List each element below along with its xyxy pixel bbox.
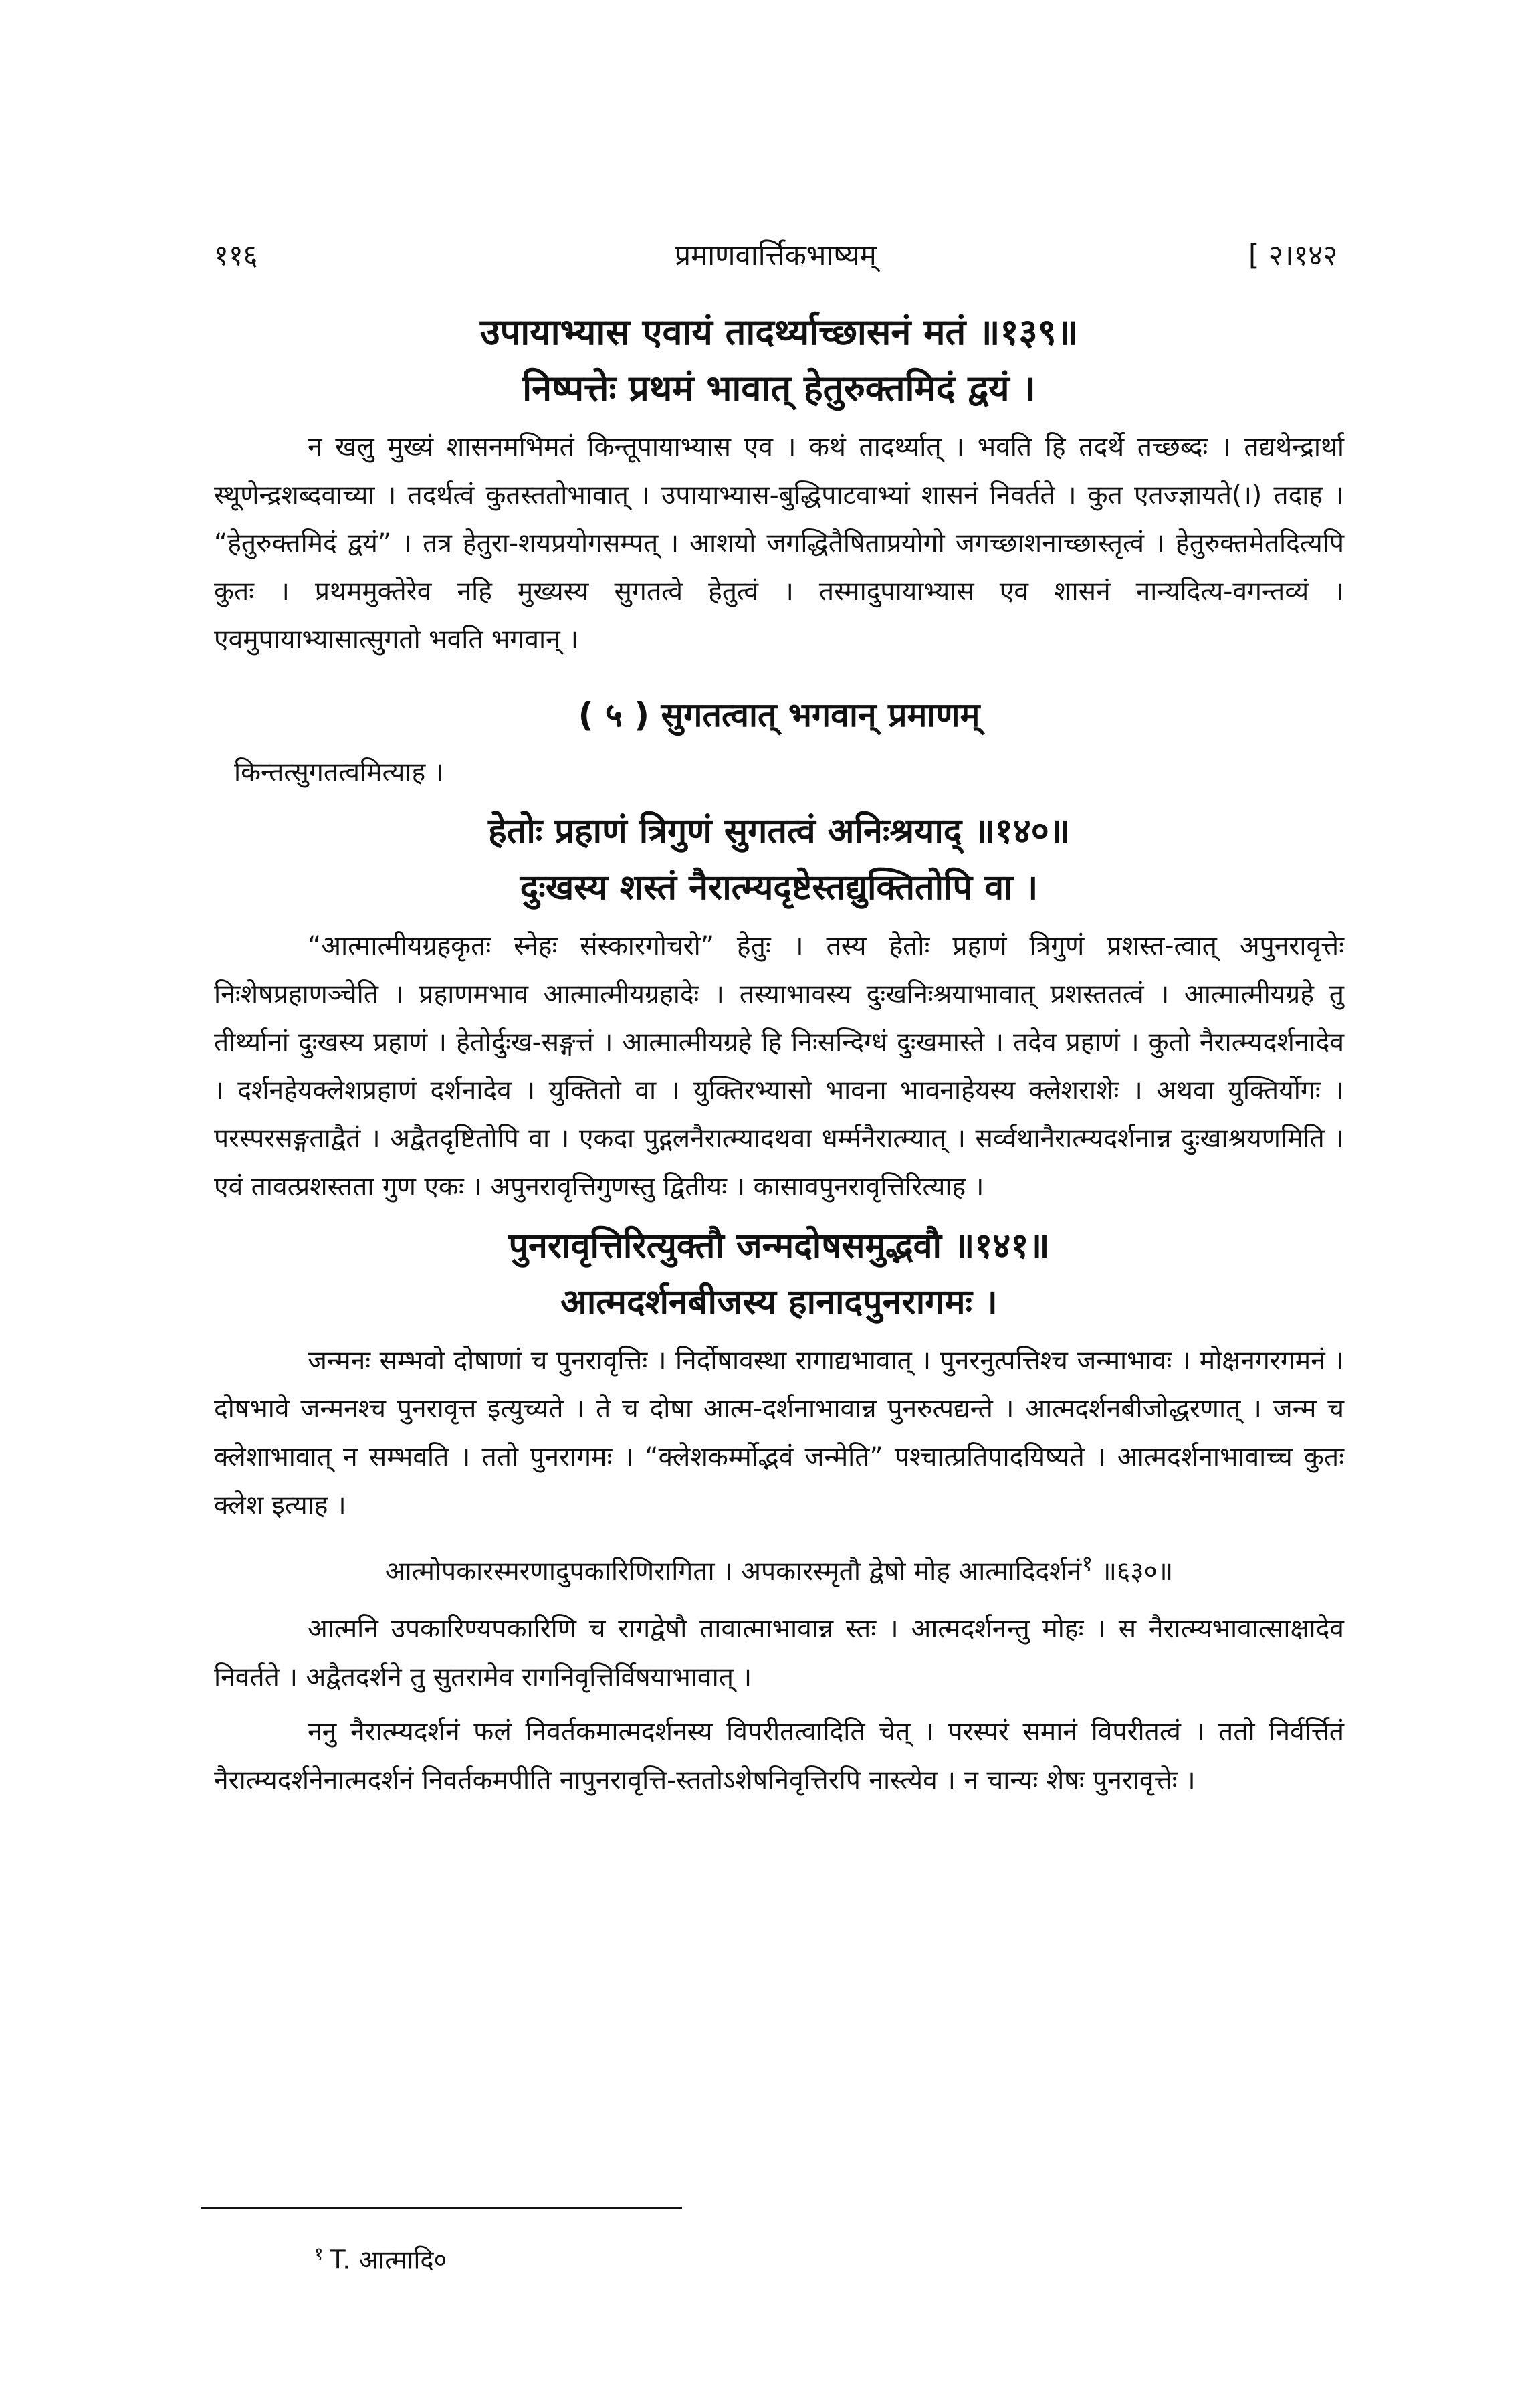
verse-139-line-2: निष्पत्तेः प्रथमं भावात् हेतुरुक्तमिदं द्वयं । [522, 367, 1036, 409]
page-header [214, 235, 1337, 282]
quoted-verse-number: ॥६३०॥ [1101, 1557, 1174, 1587]
page-number: ११६ [214, 239, 258, 272]
quoted-verse-text: आत्मोपकारस्मरणादुपकारिणिरागिता । अपकारस्मृतौ द्वेषो मोह आत्मादिदर्शनं [384, 1557, 1082, 1587]
footnote-mark: १ [314, 2244, 324, 2264]
section-reference: [ २।१४२ [1248, 239, 1337, 272]
intro-140: किन्तत्सुगतत्वमित्याह । [234, 757, 444, 787]
verse-140-line-2: दुःखस्य शस्तं नैरात्म्यदृष्टेस्तद्युक्तितोपि वा । [520, 868, 1038, 908]
commentary-140: “आत्मात्मीयग्रहकृतः स्नेहः संस्कारगोचरो” हेतुः । तस्य हेतोः प्रहाणं त्रिगुणं प्रशस्त-त्वात् अपुनरावृत्तेः निःशेषप्रहाणञ्चेति । प्रहाणमभाव आत्मात्मीयग्रहादेः । तस्याभावस्य दुःखनिःश्रयाभावात् प्रशस्ततत्वं । आत्मात्मीयग्रहे तु तीर्थ्यानां दुःखस्य प्रहाणं । हेतोर्दुःख-सङ्गत्तं । आत्मात्मीयग्रहे हि निःसन्दिग्धं दुःखमास्ते । तदेव प्रहाणं । कुतो नैरात्म्यदर्शनादेव । दर्शनहेयक्लेशप्रहाणं दर्शनादेव । युक्तितो वा । युक्तिरभ्यासो भावना भावनाहेयस्य क्लेशराशेः । अथवा युक्तिर्योगः । परस्परसङ्गताद्वैतं । अद्वैतदृष्टितोपि वा । एकदा पुद्गलनैरात्म्यादथवा धर्म्मनैरात्म्यात् । सर्व्वथानैरात्म्यदर्शनान्न दुःखाश्रयणमिति । एवं तावत्प्रशस्तता गुण एकः । अपुनरावृत्तिगुणस्तु द्वितीयः । कासावपुनरावृत्तिरित्याह । [214, 931, 1344, 1202]
quoted-verse-630 [214, 1539, 1344, 1596]
commentary-630: आत्मनि उपकारिण्यपकारिणि च रागद्वेषौ तावात्माभावान्न स्तः । आत्मदर्शनन्तु मोहः । स नैरात्म्यभावात्साक्षादेव निवर्तते । अद्वैतदर्शने तु सुतरामेव रागनिवृत्तिर्विषयाभावात् । [214, 1614, 1344, 1692]
section-heading: ( ५ ) सुगतत्वात् भगवान् प्रमाणम् [578, 696, 980, 734]
footnote-text: T. आत्मादि० [330, 2245, 447, 2275]
commentary-139: न खलु मुख्यं शासनमभिमतं किन्तूपायाभ्यास एव । कथं तादर्थ्यात् । भवति हि तदर्थे तच्छब्दः । तद्यथेन्द्रार्था स्थूणेन्द्रशब्दवाच्या । तदर्थत्वं कुतस्ततोभावात् । उपायाभ्यास-बुद्धिपाटवाभ्यां शासनं निवर्तते । कुत एतज्ज्ञायते(।) तदाह । “हेतुरुक्तमिदं द्वयं” । तत्र हेतुरा-शयप्रयोगसम्पत् । आशयो जगद्धितैषिताप्रयोगो जगच्छाशनाच्छास्तृत्वं । हेतुरुक्तमेतदित्यपि कुतः । प्रथममुक्तेरेव नहि मुख्यस्य सुगतत्वे हेतुत्वं । तस्मादुपायाभ्यास एव शासनं नान्यदित्य-वगन्तव्यं । एवमुपायाभ्यासात्सुगतो भवति भगवान् । [214, 432, 1344, 655]
verse-141-line-2: आत्मदर्शनबीजस्य हानादपुनरागमः । [560, 1282, 998, 1322]
footnote [314, 2241, 447, 2277]
verse-139-line-1: उपायाभ्यास एवायं तादर्थ्याच्छासनं मतं ॥१३९॥ [480, 311, 1078, 353]
page-body [214, 304, 1344, 1811]
running-title: प्रमाणवार्त्तिकभाष्यम् [675, 239, 877, 272]
footnote-divider [201, 2207, 682, 2209]
commentary-141: जन्मनः सम्भवो दोषाणां च पुनरावृत्तिः । निर्दोषावस्था रागाद्यभावात् । पुनरनुत्पत्तिश्च जन्माभावः । मोक्षनगरगमनं । दोषभावे जन्मनश्च पुनरावृत्त इत्युच्यते । ते च दोषा आत्म-दर्शनाभावान्न पुनरुत्पद्यन्ते । आत्मदर्शनबीजोद्धरणात् । जन्म च क्लेशाभावात् न सम्भवति । ततो पुनरागमः । “क्लेशकर्म्मोद्भवं जन्मेति” पश्चात्प्रतिपादयिष्यते । आत्मदर्शनाभावाच्च कुतः क्लेश इत्याह । [214, 1346, 1344, 1520]
commentary-final: ननु नैरात्म्यदर्शनं फलं निवर्तकमात्मदर्शनस्य विपरीतत्वादिति चेत् । परस्परं समानं विपरीतत्वं । ततो निर्वर्त्तितं नैरात्म्यदर्शनेनात्मदर्शनं निवर्तकमपीति नापुनरावृत्ति-स्ततोऽशेषनिवृत्तिरपि नास्त्येव । न चान्यः शेषः पुनरावृत्तेः । [214, 1717, 1344, 1795]
verse-140-line-1: हेतोः प्रहाणं त्रिगुणं सुगतत्वं अनिःश्रयाद् ॥१४०॥ [488, 811, 1070, 851]
verse-141-line-1: पुनरावृत्तिरित्युक्तौ जन्मदोषसमुद्भवौ ॥१४१॥ [508, 1226, 1050, 1266]
footnote-marker: १ [1081, 1550, 1093, 1576]
